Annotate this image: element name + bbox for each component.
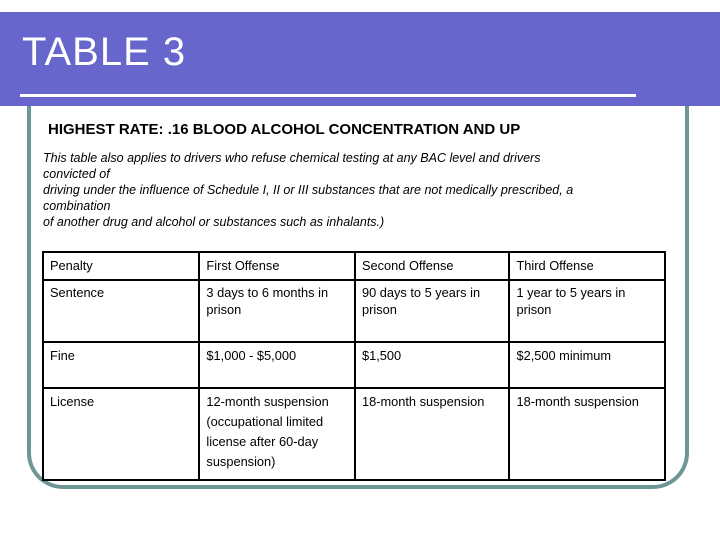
table-row bbox=[43, 388, 665, 480]
table-cell: 1 year to 5 years in prison bbox=[509, 280, 665, 342]
table-cell: Fine bbox=[43, 342, 199, 388]
slide-title: TABLE 3 bbox=[22, 30, 187, 74]
table-cell: Sentence bbox=[43, 280, 199, 342]
note-line: combination bbox=[43, 199, 111, 213]
table-row bbox=[43, 342, 665, 388]
table-note bbox=[43, 150, 653, 230]
note-line: driving under the influence of Schedule I, II or III substances that are not medically prescribed, a bbox=[43, 183, 574, 197]
header-cell: Penalty bbox=[43, 252, 199, 280]
table-cell: 18-month suspension bbox=[355, 388, 510, 480]
table-cell: 3 days to 6 months in prison bbox=[199, 280, 355, 342]
title-bar-tab bbox=[640, 12, 720, 106]
table-cell: $2,500 minimum bbox=[509, 342, 665, 388]
header-cell: First Offense bbox=[199, 252, 355, 280]
note-line: convicted of bbox=[43, 167, 110, 181]
table-header-row bbox=[43, 252, 665, 280]
header-cell: Third Offense bbox=[509, 252, 665, 280]
table-cell: 18-month suspension bbox=[509, 388, 665, 480]
penalty-table bbox=[42, 251, 666, 481]
table-cell: 90 days to 5 years in prison bbox=[355, 280, 510, 342]
table-cell: $1,500 bbox=[355, 342, 510, 388]
table-cell: 12-month suspension (occupational limited license after 60-day suspension) bbox=[199, 388, 355, 480]
header-cell: Second Offense bbox=[355, 252, 510, 280]
table-cell: License bbox=[43, 388, 199, 480]
note-line: of another drug and alcohol or substances such as inhalants.) bbox=[43, 215, 385, 229]
table-row bbox=[43, 280, 665, 342]
table-heading: HIGHEST RATE: .16 BLOOD ALCOHOL CONCENTRATION AND UP bbox=[48, 121, 521, 138]
note-line: This table also applies to drivers who refuse chemical testing at any BAC level and drivers bbox=[43, 151, 541, 165]
table-cell: $1,000 - $5,000 bbox=[199, 342, 355, 388]
title-underline bbox=[20, 94, 636, 97]
